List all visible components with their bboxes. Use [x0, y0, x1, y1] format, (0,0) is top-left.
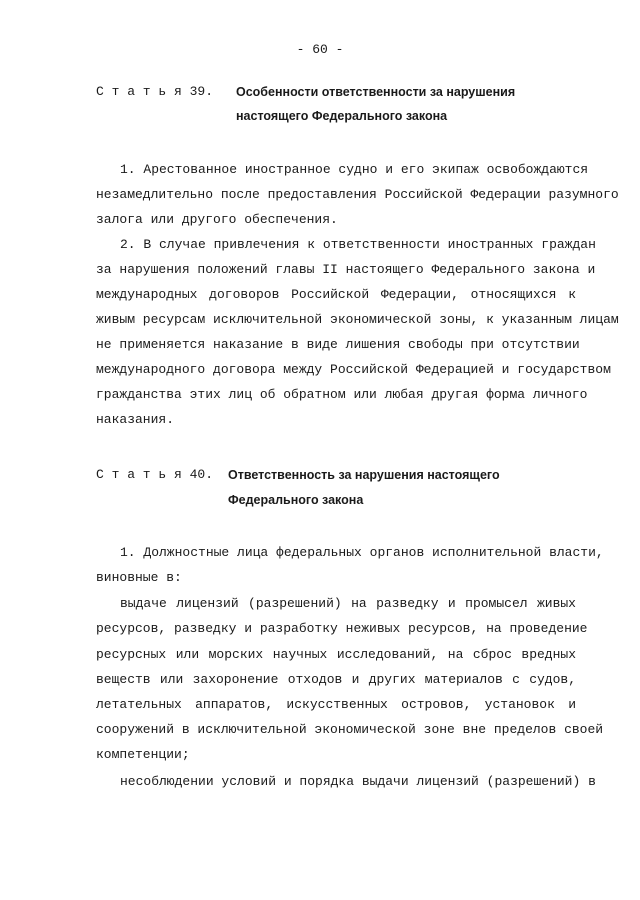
article-39-line-1: 1. Арестованное иностранное судно и его экипаж освобождаются [120, 162, 589, 177]
article-39-line-7: живым ресурсам исключительной экономической зоны, к указанным лицам [96, 312, 619, 327]
article-40-line-1: 1. Должностные лица федеральных органов исполнительной власти, [120, 545, 604, 560]
article-39-line-3: залога или другого обеспечения. [96, 212, 338, 227]
article-39-title-line-1: Особенности ответственности за нарушения [236, 85, 516, 99]
article-39-line-6: международных договоров Российской Федерации, относящихся к [96, 287, 576, 302]
article-40-line-3: выдаче лицензий (разрешений) на разведку и промысел живых [120, 596, 576, 611]
article-39-line-9: международного договора между Российской Федерацией и государством [96, 362, 611, 377]
article-40-title-line-1: Ответственность за нарушения настоящего [228, 468, 500, 482]
page-number: - 60 - [296, 42, 344, 57]
article-40-line-7: летательных аппаратов, искусственных островов, установок и [96, 697, 576, 712]
article-40-prefix: С т а т ь я 40. [96, 467, 214, 482]
article-39-title-line-2: настоящего Федерального закона [236, 109, 448, 123]
article-39-line-11: наказания. [96, 412, 175, 427]
article-39-line-8: не применяется наказание в виде лишения свободы при отсутствии [96, 337, 580, 352]
article-39-prefix: С т а т ь я 39. [96, 84, 214, 99]
article-40-title-line-2: Федерального закона [228, 493, 364, 507]
article-39-line-10: гражданства этих лиц об обратном или любая другая форма личного [96, 387, 588, 402]
article-40-line-5: ресурсных или морских научных исследований, на сброс вредных [96, 647, 576, 662]
article-40-line-10: несоблюдении условий и порядка выдачи лицензий (разрешений) в [120, 774, 596, 789]
article-39-line-2: незамедлительно после предоставления Российской Федерации разумного [96, 187, 619, 202]
article-39-line-5: за нарушения положений главы II настоящего Федерального закона и [96, 262, 596, 277]
article-40-line-2: виновные в: [96, 570, 182, 585]
article-40-line-4: ресурсов, разведку и разработку неживых ресурсов, на проведение [96, 621, 588, 636]
article-39-line-4: 2. В случае привлечения к ответственности иностранных граждан [120, 237, 596, 252]
article-40-line-6: веществ или захоронение отходов и других материалов с судов, [96, 672, 576, 687]
article-40-line-9: компетенции; [96, 747, 190, 762]
article-40-line-8: сооружений в исключительной экономической зоне вне пределов своей [96, 722, 604, 737]
